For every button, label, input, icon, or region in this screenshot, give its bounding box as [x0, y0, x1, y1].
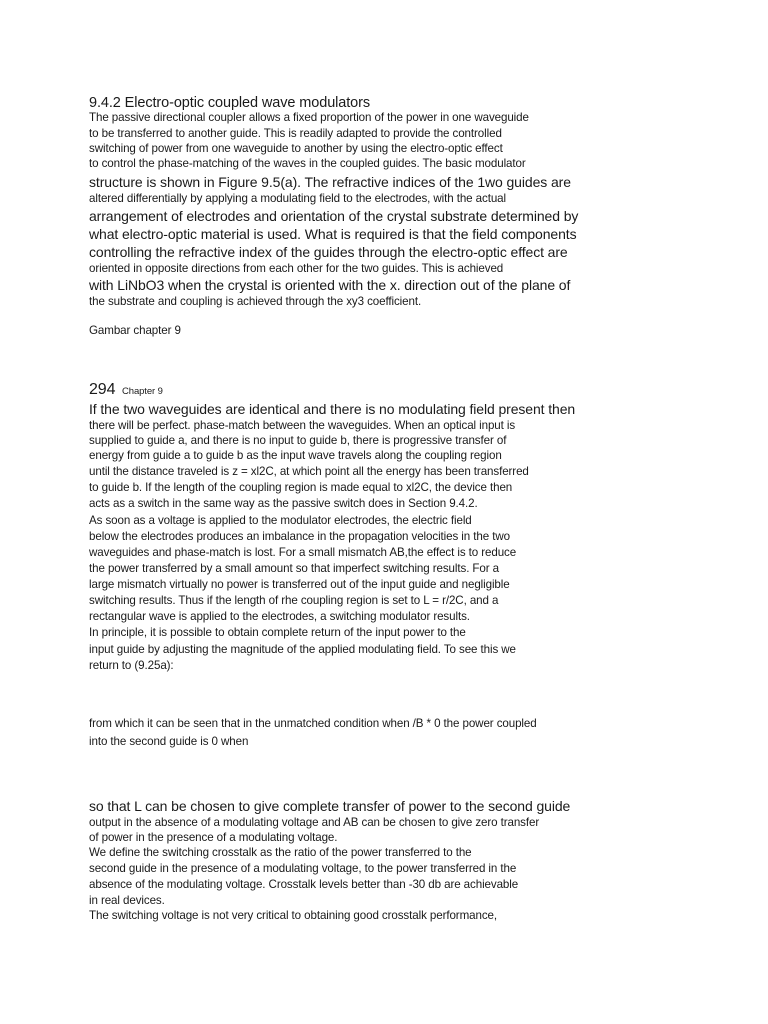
paragraph2-line: If the two waveguides are identical and there is no modulating field present then	[89, 401, 576, 417]
paragraph4-line: in real devices.	[89, 894, 165, 907]
paragraph4-line: of power in the presence of a modulating voltage.	[89, 831, 338, 844]
paragraph2-line: waveguides and phase-match is lost. For a small mismatch AB,the effect is to reduce	[89, 546, 517, 559]
paragraph3-line: from which it can be seen that in the unmatched condition when /B * 0 the power coupled	[89, 717, 537, 730]
paragraph1-line: to be transferred to another guide. This is readily adapted to provide the controlled	[89, 127, 502, 140]
paragraph2-line: energy from guide a to guide b as the input wave travels along the coupling region	[89, 449, 502, 462]
paragraph1-line: what electro-optic material is used. What is required is that the field components	[89, 226, 577, 242]
chapter-label: Chapter 9	[122, 386, 163, 397]
paragraph2-line: to guide b. If the length of the coupling region is made equal to xl2C, the device then	[89, 481, 513, 494]
paragraph4-line: output in the absence of a modulating voltage and AB can be chosen to give zero transfer	[89, 816, 540, 829]
paragraph2-line: large mismatch virtually no power is transferred out of the input guide and negligible	[89, 578, 510, 591]
paragraph1-line: The passive directional coupler allows a fixed proportion of the power in one waveguide	[89, 111, 529, 124]
paragraph2-line: below the electrodes produces an imbalance in the propagation velocities in the two	[89, 530, 510, 543]
paragraph1-line: controlling the refractive index of the guides through the electro-optic effect are	[89, 244, 568, 260]
paragraph4-line: second guide in the presence of a modulating voltage, to the power transferred in the	[89, 862, 517, 875]
paragraph1-line: arrangement of electrodes and orientation of the crystal substrate determined by	[89, 208, 579, 224]
paragraph4-line: so that L can be chosen to give complete transfer of power to the second guide	[89, 798, 571, 814]
paragraph2-line: rectangular wave is applied to the electrodes, a switching modulator results.	[89, 610, 470, 623]
paragraph1-line: the substrate and coupling is achieved through the xy3 coefficient.	[89, 295, 422, 308]
paragraph2-line: until the distance traveled is z = xl2C, at which point all the energy has been transferred	[89, 465, 529, 478]
paragraph4-line: The switching voltage is not very critical to obtaining good crosstalk performance,	[89, 909, 497, 922]
paragraph2-line: acts as a switch in the same way as the passive switch does in Section 9.4.2.	[89, 497, 478, 510]
paragraph1-line: structure is shown in Figure 9.5(a). The refractive indices of the 1wo guides are	[89, 174, 571, 190]
paragraph2-line: switching results. Thus if the length of rhe coupling region is set to L = r/2C, and a	[89, 594, 499, 607]
page-number: 294	[89, 381, 116, 398]
paragraph2-line: supplied to guide a, and there is no input to guide b, there is progressive transfer of	[89, 434, 507, 447]
figure-note: Gambar chapter 9	[89, 324, 181, 337]
paragraph1-line: altered differentially by applying a modulating field to the electrodes, with the actual	[89, 192, 506, 205]
paragraph4-line: We define the switching crosstalk as the ratio of the power transferred to the	[89, 846, 472, 859]
paragraph4-line: absence of the modulating voltage. Crosstalk levels better than -30 db are achievable	[89, 878, 519, 891]
paragraph3-line: into the second guide is 0 when	[89, 735, 249, 748]
paragraph2-line: the power transferred by a small amount so that imperfect switching results. For a	[89, 562, 499, 575]
paragraph2-line: As soon as a voltage is applied to the modulator electrodes, the electric field	[89, 514, 472, 527]
paragraph2-line: there will be perfect. phase-match between the waveguides. When an optical input is	[89, 419, 516, 432]
paragraph1-line: oriented in opposite directions from each other for the two guides. This is achieved	[89, 262, 504, 275]
section-heading: 9.4.2 Electro-optic coupled wave modulators	[89, 95, 371, 111]
paragraph1-line: with LiNbO3 when the crystal is oriented with the x. direction out of the plane of	[89, 277, 571, 293]
paragraph1-line: to control the phase-matching of the waves in the coupled guides. The basic modulator	[89, 157, 526, 170]
paragraph2-line: input guide by adjusting the magnitude of the applied modulating field. To see this we	[89, 643, 516, 656]
paragraph1-line: switching of power from one waveguide to another by using the electro-optic effect	[89, 142, 503, 155]
paragraph2-line: return to (9.25a):	[89, 659, 174, 672]
paragraph2-line: In principle, it is possible to obtain complete return of the input power to the	[89, 626, 466, 639]
